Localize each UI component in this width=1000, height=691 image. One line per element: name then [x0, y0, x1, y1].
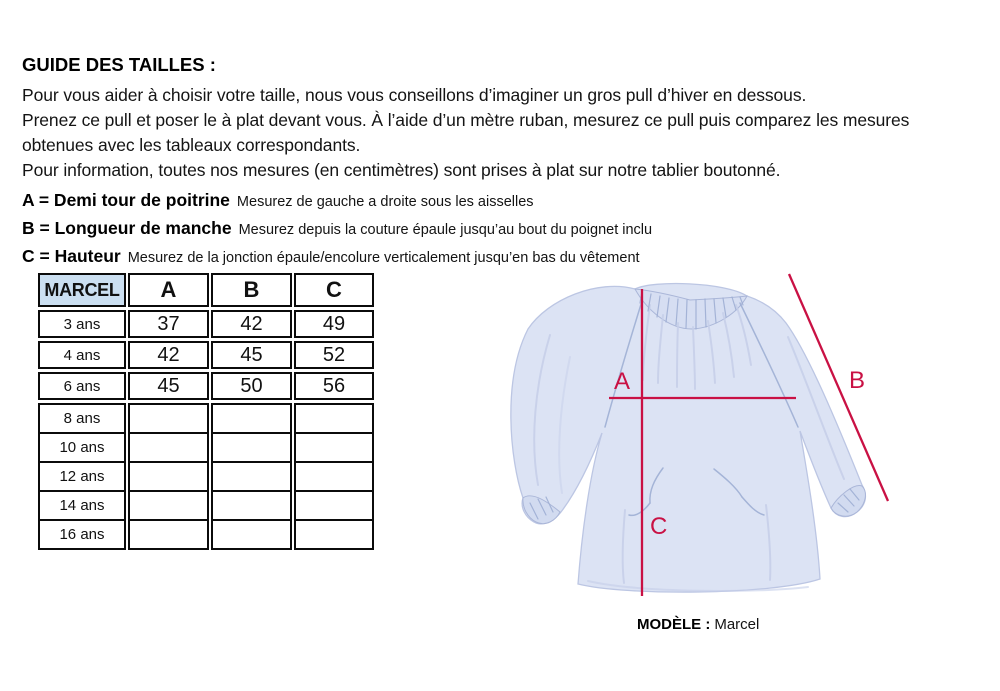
- value-cell-c: [294, 519, 374, 550]
- value-cell-a: [128, 461, 209, 492]
- definition-c-term: C = Hauteur: [22, 246, 121, 266]
- table-row: [38, 519, 372, 550]
- size-label-cell: 8 ans: [38, 403, 126, 434]
- table-row: [38, 310, 372, 338]
- definition-c-desc: Mesurez de la jonction épaule/encolure verticalement jusqu’en bas du vêtement: [127, 250, 640, 266]
- model-caption: [637, 616, 759, 633]
- model-caption-value: Marcel: [714, 616, 760, 633]
- measure-label-b: B: [849, 367, 866, 394]
- value-cell-c: [294, 432, 374, 463]
- value-cell-b: [211, 490, 292, 521]
- definition-a-desc: Mesurez de gauche a droite sous les aisselles: [236, 194, 534, 210]
- value-cell-b: [211, 461, 292, 492]
- value-cell-b: [211, 432, 292, 463]
- table-header-row: [38, 273, 372, 307]
- model-header-cell: MARCEL: [38, 273, 126, 307]
- value-cell-c: [294, 490, 374, 521]
- value-cell-a: 42: [128, 341, 209, 369]
- table-row: [38, 403, 372, 434]
- column-header-c: C: [294, 273, 374, 307]
- table-row: [38, 461, 372, 492]
- definition-b-desc: Mesurez depuis la couture épaule jusqu’au bout du poignet inclu: [238, 222, 653, 238]
- page-title: GUIDE DES TAILLES :: [22, 54, 216, 75]
- column-header-b: B: [211, 273, 292, 307]
- table-row: [38, 372, 372, 400]
- model-caption-label: MODÈLE :: [637, 616, 711, 633]
- size-label-cell: 12 ans: [38, 461, 126, 492]
- size-label-cell: 10 ans: [38, 432, 126, 463]
- size-table: [38, 273, 372, 550]
- value-cell-c: [294, 403, 374, 434]
- definition-a-term: A = Demi tour de poitrine: [22, 190, 230, 210]
- size-label-cell: 3 ans: [38, 310, 126, 338]
- value-cell-c: [294, 461, 374, 492]
- value-cell-a: [128, 490, 209, 521]
- value-cell-c: 52: [294, 341, 374, 369]
- value-cell-c: 56: [294, 372, 374, 400]
- measure-definitions: [22, 187, 992, 271]
- value-cell-b: 45: [211, 341, 292, 369]
- value-cell-a: [128, 519, 209, 550]
- value-cell-a: 37: [128, 310, 209, 338]
- value-cell-a: [128, 403, 209, 434]
- value-cell-a: 45: [128, 372, 209, 400]
- garment-diagram: [490, 265, 910, 610]
- size-label-cell: 16 ans: [38, 519, 126, 550]
- table-row: [38, 341, 372, 369]
- intro-line: Pour information, toutes nos mesures (en centimètres) sont prises à plat sur notre tablier boutonné.: [22, 160, 781, 180]
- intro-section: [22, 54, 992, 271]
- table-row: [38, 432, 372, 463]
- definition-b: [22, 215, 992, 243]
- value-cell-a: [128, 432, 209, 463]
- value-cell-c: 49: [294, 310, 374, 338]
- table-row: [38, 490, 372, 521]
- value-cell-b: 50: [211, 372, 292, 400]
- measure-label-a: A: [614, 368, 631, 395]
- value-cell-b: [211, 403, 292, 434]
- definition-b-term: B = Longueur de manche: [22, 218, 232, 238]
- size-label-cell: 4 ans: [38, 341, 126, 369]
- definition-a: [22, 187, 992, 215]
- intro-line: Pour vous aider à choisir votre taille, nous vous conseillons d’imaginer un gros pull d’hiver en dessous.: [22, 85, 807, 105]
- value-cell-b: 42: [211, 310, 292, 338]
- column-header-a: A: [128, 273, 209, 307]
- size-label-cell: 6 ans: [38, 372, 126, 400]
- intro-line: obtenues avec les tableaux correspondants.: [22, 135, 361, 155]
- size-label-cell: 14 ans: [38, 490, 126, 521]
- measure-label-c: C: [650, 513, 668, 540]
- value-cell-b: [211, 519, 292, 550]
- intro-line: Prenez ce pull et poser le à plat devant vous. À l’aide d’un mètre ruban, mesurez ce pull puis comparez les mesures: [22, 110, 910, 130]
